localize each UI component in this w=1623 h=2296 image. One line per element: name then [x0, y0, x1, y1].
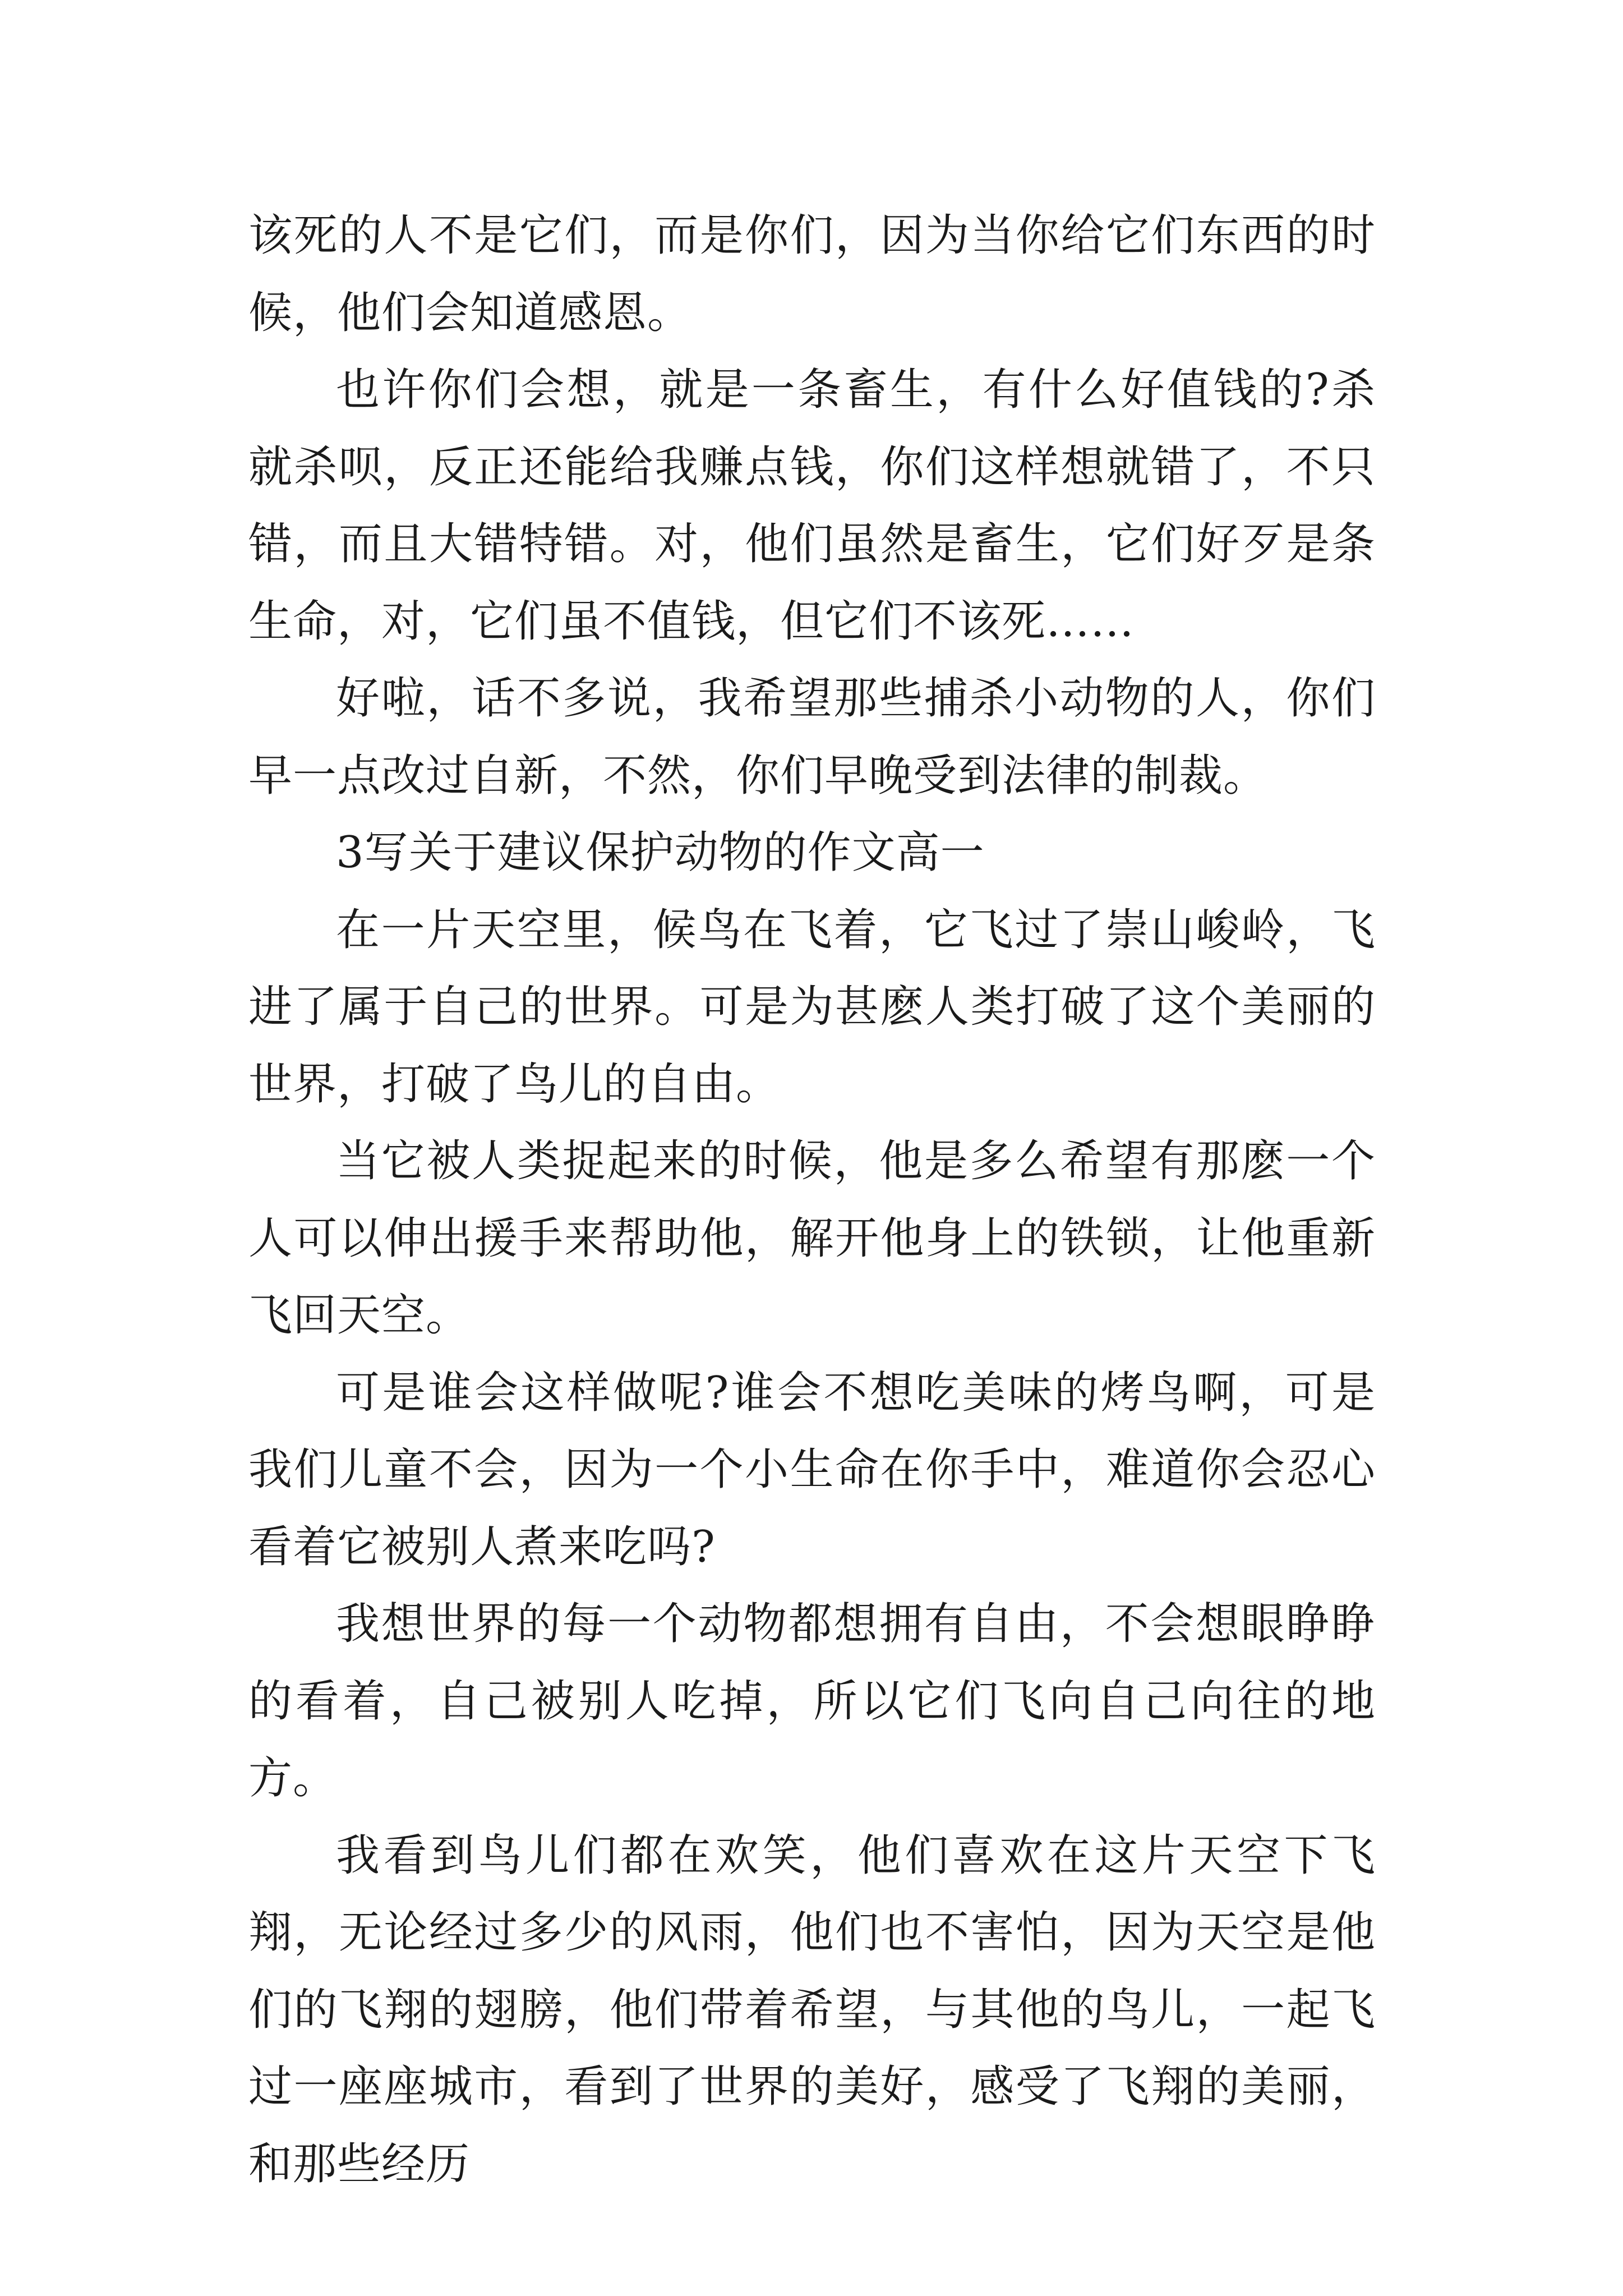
paragraph-7: 我想世界的每一个动物都想拥有自由，不会想眼睁睁的看着，自己被别人吃掉，所以它们飞向自己向往的地方。: [248, 1599, 1376, 1803]
section-heading: 3写关于建议保护动物的作文高一: [336, 827, 985, 878]
paragraph-1: 该死的人不是它们，而是你们，因为当你给它们东西的时候，他们会知道感恩。: [248, 210, 1376, 338]
paragraph-6: 可是谁会这样做呢?谁会不想吃美味的烤鸟啊，可是我们儿童不会，因为一个小生命在你手中，难道你会忍心看着它被别人煮来吃吗?: [248, 1367, 1376, 1572]
paragraph-8: 我看到鸟儿们都在欢笑，他们喜欢在这片天空下飞翔，无论经过多少的风雨，他们也不害怕，因为天空是他们的飞翔的翅膀，他们带着希望，与其他的鸟儿，一起飞过一座座城市，看到了世界的美好，感受了飞翔的美丽，和那些经历: [248, 1830, 1376, 2189]
document-body: [248, 197, 1376, 2203]
paragraph-2: 也许你们会想，就是一条畜生，有什么好值钱的?杀就杀呗，反正还能给我赚点钱，你们这样想就错了，不只错，而且大错特错。对，他们虽然是畜生，它们好歹是条生命，对，它们虽不值钱，但它们不该死……: [248, 365, 1376, 647]
paragraph-5: 当它被人类捉起来的时候，他是多么希望有那麽一个人可以伸出援手来帮助他，解开他身上的铁锁，让他重新飞回天空。: [248, 1136, 1376, 1341]
paragraph-3: 好啦，话不多说，我希望那些捕杀小动物的人，你们早一点改过自新，不然，你们早晚受到法律的制裁。: [248, 673, 1376, 801]
paragraph-4: 在一片天空里，候鸟在飞着，它飞过了崇山峻岭，飞进了属于自己的世界。可是为甚麽人类打破了这个美丽的世界，打破了鸟儿的自由。: [248, 904, 1376, 1110]
